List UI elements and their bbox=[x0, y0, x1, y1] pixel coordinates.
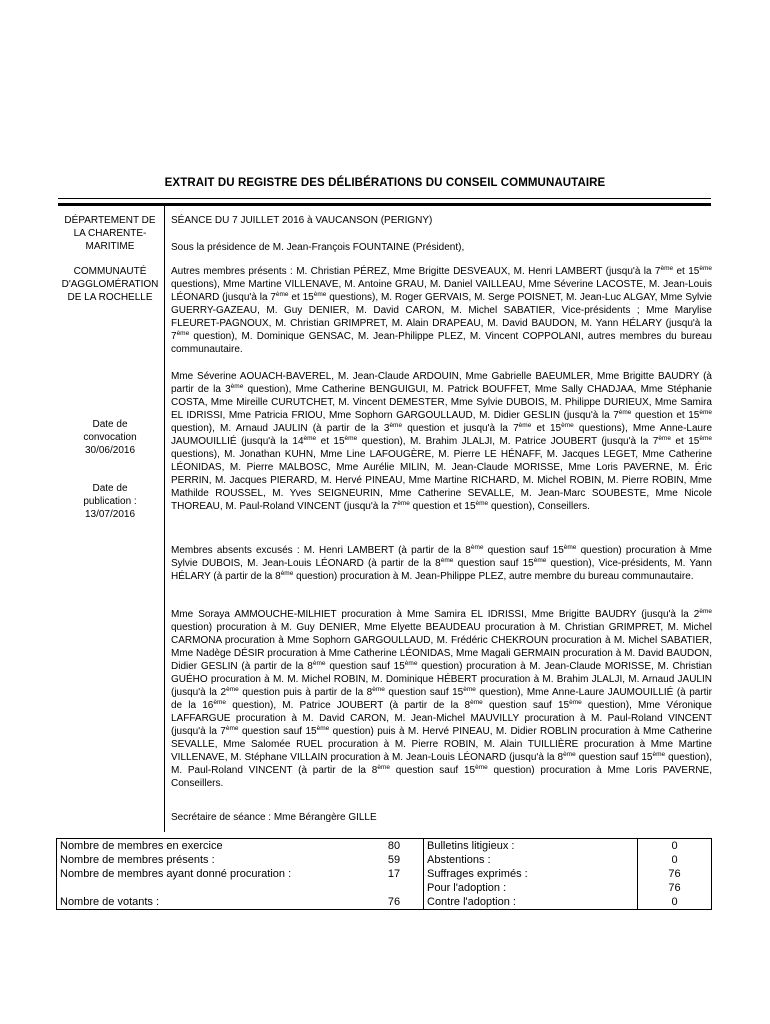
stats-row bbox=[57, 867, 712, 881]
page-title: EXTRAIT DU REGISTRE DES DÉLIBÉRATIONS DU CONSEIL COMMUNAUTAIRE bbox=[164, 177, 606, 189]
publication-line: publication : bbox=[83, 496, 137, 507]
convocation-date-block bbox=[58, 418, 162, 457]
stats-label: Nombre de votants : bbox=[57, 895, 366, 910]
convocation-line: 30/06/2016 bbox=[84, 445, 136, 456]
stats-value: 0 bbox=[638, 853, 712, 867]
stats-label: Abstentions : bbox=[424, 853, 638, 867]
stats-label: Nombre de membres en exercice bbox=[57, 839, 366, 854]
stats-row bbox=[57, 853, 712, 867]
stats-row bbox=[57, 895, 712, 910]
stats-label: Contre l'adoption : bbox=[424, 895, 638, 910]
stats-value: 17 bbox=[365, 867, 424, 881]
department-line: DÉPARTEMENT DE bbox=[64, 215, 156, 226]
stats-value: 59 bbox=[365, 853, 424, 867]
publication-line: Date de bbox=[92, 483, 128, 494]
proxies-paragraph: Mme Soraya AMMOUCHE-MILHIET procuration à Mme Samira EL IDRISSI, Mme Brigitte BAUDRY (jusqu'à la 2ème question) procuration à M. Guy DENIER, Mme Elyette BEAUDEAU procuration à M. Christian GRIMPRET, M. Michel CARMONA procuration à Mme Sophorn GARGOULLAUD, M. Frédéric CHEKROUN procuration à M. Michel SABATIER, Mme Nadège DÉSIR procuration à Mme Catherine LÉONIDAS, Mme Magali GERMAIN procuration à M. David BAUDON, Didier GESLIN (à partir de la 8ème question sauf 15ème question) procuration à M. Jean-Claude MORISSE, M. Christian GUÉHO procuration à M. M. Michel ROBIN, M. Dominique HÉBERT procuration à M. Brahim JLALJI, M. Arnaud JAULIN (jusqu'à la 2ème question puis à partir de la 8ème question sauf 15ème question), Mme Anne-Laure JAUMOUILLIÉ (à partir de la 16ème question), M. Patrice JOUBERT (à partir de la 8ème question sauf 15ème question), Mme Véronique LAFFARGUE procuration à M. David CARON, M. Jean-Michel MAUVILLY procuration à M. Paul-Roland VINCENT (jusqu'à la 7ème question sauf 15ème question) puis à M. Hervé PINEAU, M. Didier ROBLIN procuration à Mme Catherine SEVALLE, Mme Salomée RUEL procuration à M. Pierre ROBIN, M. Alain TUILLIÈRE procuration à Mme Martine VILLENAVE, M. Stéphane VILLAIN procuration à M. Jean-Louis LÉONARD (jusqu'à la 8ème question sauf 15ème question), M. Paul-Roland VINCENT (à partir de la 8ème question sauf 15ème question) procuration à Mme Loris PAVERNE, Conseillers. bbox=[171, 608, 713, 789]
stats-label: Nombre de membres ayant donné procuration : bbox=[57, 867, 366, 881]
stats-label: Pour l'adoption : bbox=[424, 881, 638, 895]
column-divider bbox=[164, 206, 165, 832]
community-line: DE LA ROCHELLE bbox=[67, 292, 153, 303]
stats-label bbox=[57, 881, 366, 895]
publication-line: 13/07/2016 bbox=[84, 509, 136, 520]
convocation-line: Date de bbox=[92, 419, 128, 430]
stats-value: 0 bbox=[638, 895, 712, 910]
secretary-line: Secrétaire de séance : Mme Bérangère GILLE bbox=[171, 812, 377, 823]
convocation-line: convocation bbox=[83, 432, 137, 443]
seance-line: SÉANCE DU 7 JUILLET 2016 à VAUCANSON (PERIGNY) bbox=[171, 215, 433, 226]
stats-value: 76 bbox=[365, 895, 424, 910]
stats-label: Nombre de membres présents : bbox=[57, 853, 366, 867]
stats-row bbox=[57, 881, 712, 895]
absent-members-paragraph: Membres absents excusés : M. Henri LAMBERT (à partir de la 8ème question sauf 15ème question) procuration à Mme Sylvie DUBOIS, M. Jean-Louis LÉONARD (à partir de la 8ème question sauf 15ème question), Vice-présidents, M. Yann HÉLARY (à partir de la 8ème question) procuration à M. Jean-Philippe PLEZ, autre membre du bureau communautaire. bbox=[171, 544, 712, 582]
councillors-paragraph: Mme Séverine AOUACH-BAVEREL, M. Jean-Claude ARDOUIN, Mme Gabrielle BAEUMLER, Mme Brigitte BAUDRY (à partir de la 3ème question), Mme Catherine BENGUIGUI, M. Patrick BOUFFET, Mme Sally CHADJAA, Mme Stéphanie COSTA, Mme Mireille CURUTCHET, M. Vincent DEMESTER, Mme Sylvie DUBOIS, M. Philippe DURIEUX, Mme Samira EL IDRISSI, Mme Patricia FRIOU, Mme Sophorn GARGOULLAUD, M. Didier GESLIN (jusqu'à la 7ème question et 15ème question), M. Arnaud JAULIN (à partir de la 3ème question et jusqu'à la 7ème et 15ème questions), Mme Anne-Laure JAUMOUILLIÉ (jusqu'à la 14ème et 15ème question), M. Brahim JLALJI, M. Patrice JOUBERT (jusqu'à la 7ème et 15ème questions), M. Jonathan KUHN, Mme Line LAFOUGÈRE, M. Pierre LE HÉNAFF, M. Jacques LEGET, Mme Catherine LÉONIDAS, M. Pierre MALBOSC, Mme Aurélie MILIN, M. Jean-Claude MORISSE, Mme Loris PAVERNE, M. Éric PERRIN, M. Jacques PIERARD, M. Hervé PINEAU, Mme Martine RICHARD, M. Michel ROBIN, M. Pierre ROBIN, Mme Mathilde ROUSSEL, M. Yves SEIGNEURIN, Mme Catherine SEVALLE, M. Jean-Marc SOUBESTE, Mme Nicole THOREAU, M. Paul-Roland VINCENT (jusqu'à la 7ème question et 15ème question), Conseillers. bbox=[171, 371, 713, 512]
stats-value bbox=[365, 881, 424, 895]
stats-value: 0 bbox=[638, 839, 712, 854]
vote-stats-table bbox=[56, 838, 712, 910]
stats-label: Suffrages exprimés : bbox=[424, 867, 638, 881]
header-rule-thick bbox=[58, 203, 711, 206]
stats-label: Bulletins litigieux : bbox=[424, 839, 638, 854]
department-block bbox=[58, 214, 162, 253]
stats-value: 76 bbox=[638, 867, 712, 881]
community-block bbox=[58, 265, 162, 304]
stats-row bbox=[57, 839, 712, 854]
presidence-line: Sous la présidence de M. Jean-François FOUNTAINE (Président), bbox=[171, 242, 465, 253]
community-line: D'AGGLOMÉRATION bbox=[61, 279, 159, 290]
present-members-paragraph: Autres membres présents : M. Christian PÉREZ, Mme Brigitte DESVEAUX, M. Henri LAMBERT (jusqu'à la 7ème et 15ème questions), Mme Martine VILLENAVE, M. Antoine GRAU, M. Daniel VAILLEAU, Mme Séverine LACOSTE, M. Jean-Louis LÉONARD (jusqu'à la 7ème et 15ème questions), M. Roger GERVAIS, M. Serge POISNET, M. Jean-Luc ALGAY, Mme Sylvie GUERRY-GAZEAU, M. Guy DENIER, M. David CARON, M. Michel SABATIER, Vice-présidents ; Mme Marylise FLEURET-PAGNOUX, M. Christian GRIMPRET, M. Alain DRAPEAU, M. David BAUDON, M. Yann HÉLARY (jusqu'à la 7ème question), M. Dominique GENSAC, M. Jean-Philippe PLEZ, M. Vincent COPPOLANI, autres membres du bureau communautaire. bbox=[171, 265, 712, 355]
department-line: MARITIME bbox=[85, 241, 135, 252]
stats-value: 80 bbox=[365, 839, 424, 854]
stats-value: 76 bbox=[638, 881, 712, 895]
header-rule bbox=[58, 198, 711, 199]
department-line: LA CHARENTE- bbox=[73, 228, 147, 239]
publication-date-block bbox=[58, 482, 162, 521]
community-line: COMMUNAUTÉ bbox=[73, 266, 147, 277]
